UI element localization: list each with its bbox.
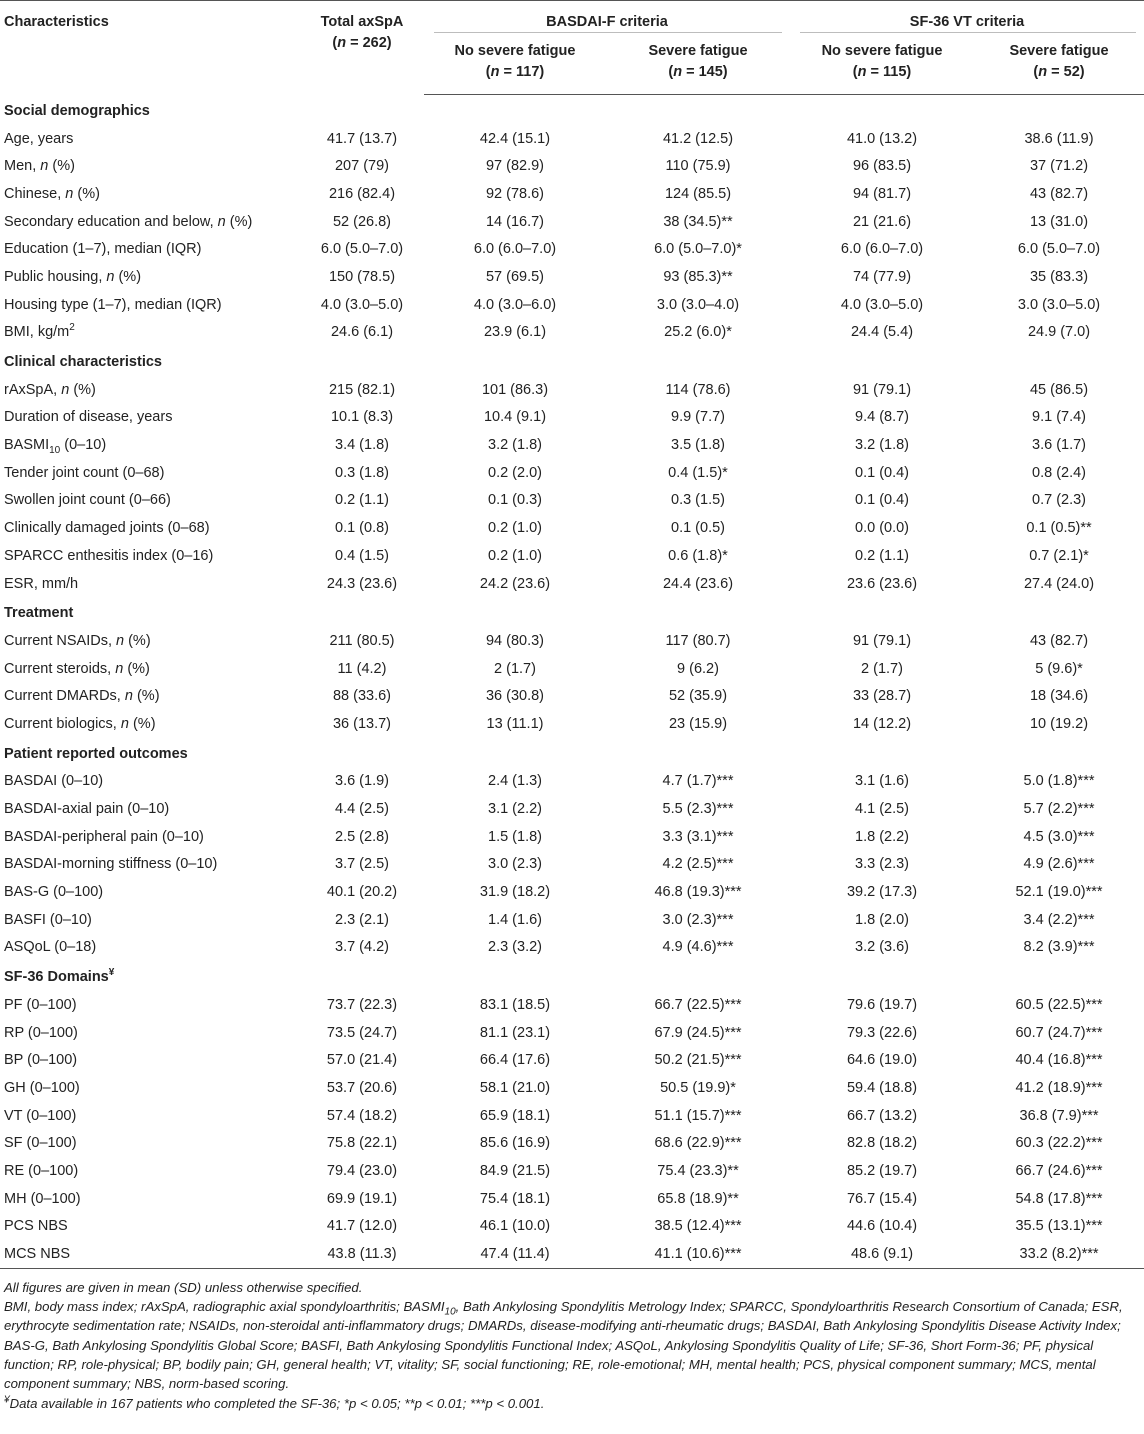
section-title: SF-36 Domains¥	[4, 967, 115, 986]
cell-value: 3.2 (1.8)	[855, 437, 910, 454]
cell-value: 76.7 (15.4)	[846, 1190, 918, 1207]
cell-value: 1.8 (2.2)	[855, 828, 910, 845]
cell-value: 33 (28.7)	[852, 688, 912, 705]
cell-value: 10 (19.2)	[1029, 715, 1089, 732]
header-characteristics: Characteristics	[4, 14, 109, 30]
row-label: Swollen joint count (0–66)	[4, 492, 171, 509]
cell-value: 0.0 (0.0)	[855, 520, 910, 537]
row-label: Education (1–7), median (IQR)	[4, 241, 202, 258]
cell-value: 0.2 (2.0)	[488, 464, 542, 481]
cell-value: 36.8 (7.9)***	[1019, 1107, 1099, 1124]
cell-value: 79.6 (19.7)	[846, 996, 918, 1013]
cell-value: 11 (4.2)	[337, 660, 387, 677]
cell-value: 33.2 (8.2)***	[974, 1240, 1144, 1268]
cell-value: 3.0 (2.3)	[488, 856, 542, 873]
table-row	[0, 376, 1144, 404]
cell-value: 4.7 (1.7)***	[662, 773, 734, 790]
cell-value: 2.5 (2.8)	[335, 828, 389, 845]
cell-value: 50.2 (21.5)***	[654, 1052, 742, 1069]
cell-value: 9.1 (7.4)	[1032, 409, 1087, 426]
cell-value: 75.4 (23.3)**	[657, 1162, 739, 1179]
cell-value: 38.5 (12.4)***	[654, 1218, 742, 1235]
row-label: Tender joint count (0–68)	[4, 464, 165, 481]
row-label: Current DMARDs, n (%)	[4, 688, 160, 705]
cell-value: 66.7 (24.6)***	[1015, 1162, 1103, 1179]
cell-value: 65.9 (18.1)	[479, 1107, 551, 1124]
table-row	[0, 542, 1144, 570]
cell-value: 0.2 (1.1)	[335, 492, 389, 509]
cell-value: 207 (79)	[334, 158, 389, 175]
cell-value: 150 (78.5)	[328, 268, 396, 285]
row-label: RE (0–100)	[4, 1162, 79, 1179]
cell-value: 3.2 (1.8)	[488, 437, 542, 454]
header-basdai-group: BASDAI-F criteria	[424, 1, 790, 38]
cell-value: 96 (83.5)	[852, 158, 912, 175]
table-row	[0, 1157, 1144, 1185]
cell-value: 215 (82.1)	[328, 381, 396, 398]
cell-value: 85.6 (16.9)	[479, 1135, 551, 1152]
row-label: Housing type (1–7), median (IQR)	[4, 296, 222, 313]
row-label: BASFI (0–10)	[4, 911, 92, 928]
cell-value: 25.2 (6.0)*	[664, 324, 732, 341]
cell-value: 3.6 (1.9)	[335, 773, 389, 790]
cell-value: 46.8 (19.3)***	[654, 884, 742, 901]
cell-value: 60.7 (24.7)***	[1015, 1024, 1103, 1041]
cell-value: 6.0 (6.0–7.0)	[840, 241, 924, 258]
row-label: PF (0–100)	[4, 996, 77, 1013]
cell-value: 0.3 (1.5)	[671, 492, 725, 509]
cell-value: 24.9 (7.0)	[1027, 324, 1091, 341]
cell-value: 0.3 (1.8)	[335, 464, 389, 481]
cell-value: 3.7 (2.5)	[335, 856, 389, 873]
cell-value: 4.4 (2.5)	[335, 801, 389, 818]
cell-value: 40.1 (20.2)	[326, 884, 398, 901]
cell-value: 6.0 (5.0–7.0)	[1017, 241, 1101, 258]
cell-value: 66.4 (17.6)	[479, 1052, 551, 1069]
row-label: rAxSpA, n (%)	[4, 381, 96, 398]
cell-value: 67.9 (24.5)***	[654, 1024, 742, 1041]
row-label: SPARCC enthesitis index (0–16)	[4, 547, 214, 564]
table-row	[0, 682, 1144, 710]
cell-value: 13 (31.0)	[1029, 213, 1089, 230]
cell-value: 41.2 (18.9)***	[1015, 1079, 1103, 1096]
row-label: RP (0–100)	[4, 1024, 78, 1041]
table-row	[0, 404, 1144, 432]
cell-value: 43 (82.7)	[1029, 185, 1089, 202]
cell-value: 2 (1.7)	[494, 660, 536, 677]
cell-value: 13 (11.1)	[486, 715, 544, 732]
cell-value: 41.2 (12.5)	[662, 130, 734, 147]
table-row	[0, 459, 1144, 487]
table-row	[0, 627, 1144, 655]
table-row	[0, 1019, 1144, 1047]
cell-value: 52 (26.8)	[332, 213, 392, 230]
header-sf36-no-severe: No severe fatigue (n = 115)	[790, 37, 974, 95]
cell-value: 1.5 (1.8)	[488, 828, 542, 845]
cell-value: 5 (9.6)*	[1035, 660, 1083, 677]
cell-value: 0.1 (0.4)	[855, 464, 910, 481]
cell-value: 41.7 (13.7)	[326, 130, 398, 147]
table-row	[0, 570, 1144, 598]
cell-value: 10.1 (8.3)	[330, 409, 394, 426]
table-row	[0, 514, 1144, 542]
cell-value: 4.0 (3.0–5.0)	[840, 296, 924, 313]
cell-value: 0.1 (0.4)	[855, 492, 910, 509]
cell-value: 5.5 (2.3)***	[662, 801, 734, 818]
cell-value: 73.7 (22.3)	[326, 996, 398, 1013]
cell-value: 52 (35.9)	[668, 688, 728, 705]
cell-value: 68.6 (22.9)***	[654, 1135, 742, 1152]
cell-value: 92 (78.6)	[485, 185, 545, 202]
cell-value: 1.8 (2.0)	[855, 911, 910, 928]
cell-value: 0.6 (1.8)*	[668, 547, 728, 564]
section-header-row	[0, 95, 1144, 125]
cell-value: 9.9 (7.7)	[671, 409, 725, 426]
cell-value: 53.7 (20.6)	[326, 1079, 398, 1096]
table-row	[0, 180, 1144, 208]
cell-value: 23.6 (23.6)	[846, 575, 918, 592]
cell-value: 93 (85.3)**	[663, 268, 733, 285]
table-row	[0, 487, 1144, 515]
cell-value: 4.1 (2.5)	[855, 801, 910, 818]
cell-value: 40.4 (16.8)***	[1015, 1052, 1103, 1069]
cell-value: 4.0 (3.0–5.0)	[320, 296, 404, 313]
cell-value: 3.7 (4.2)	[335, 939, 389, 956]
table-body	[0, 95, 1144, 1269]
cell-value: 65.8 (18.9)**	[657, 1190, 739, 1207]
table-row	[0, 1240, 1144, 1268]
row-label: BASDAI (0–10)	[4, 773, 104, 790]
row-label: Chinese, n (%)	[4, 185, 100, 202]
cell-value: 24.4 (23.6)	[662, 575, 734, 592]
cell-value: 3.1 (2.2)	[488, 801, 542, 818]
cell-value: 85.2 (19.7)	[846, 1162, 918, 1179]
cell-value: 37 (71.2)	[1029, 158, 1089, 175]
cell-value: 43 (82.7)	[1029, 632, 1089, 649]
cell-value: 3.1 (1.6)	[855, 773, 910, 790]
row-label: Secondary education and below, n (%)	[4, 213, 253, 230]
row-label: MH (0–100)	[4, 1190, 81, 1207]
cell-value: 124 (85.5)	[664, 185, 732, 202]
cell-value: 38 (34.5)**	[663, 213, 733, 230]
cell-value: 60.5 (22.5)***	[1015, 996, 1103, 1013]
row-label: Duration of disease, years	[4, 409, 173, 426]
cell-value: 52.1 (19.0)***	[1015, 884, 1103, 901]
row-label: Men, n (%)	[4, 158, 75, 175]
row-label: Age, years	[4, 130, 74, 147]
cell-value: 83.1 (18.5)	[479, 996, 551, 1013]
row-label: MCS NBS	[0, 1240, 300, 1268]
cell-value: 114 (78.6)	[665, 381, 731, 398]
cell-value: 0.2 (1.1)	[855, 547, 910, 564]
cell-value: 6.0 (5.0–7.0)*	[654, 241, 742, 258]
cell-value: 50.5 (19.9)*	[660, 1079, 736, 1096]
cell-value: 0.4 (1.5)	[335, 547, 389, 564]
section-title: Patient reported outcomes	[4, 745, 188, 762]
cell-value: 41.1 (10.6)***	[606, 1240, 790, 1268]
footnote-abbreviations: BMI, body mass index; rAxSpA, radiographic axial spondyloarthritis; $BASMI_{10}$, Bath Ankylosing Spondylitis Metrology Index; SPARCC, Spondyloarthritis Research Consortium of Canada; ESR, erythrocyte sedimentation rate; NSAIDs, non-steroidal anti-inflammatory drugs; DMARDs, disease-modifying anti-rheumatic drugs; BASDAI, Bath Ankylosing Spondylitis Disease Activity Index; BAS-G, Bath Ankylosing Spondylitis Global Score; BASFI, Bath Ankylosing Spondylitis Functional Index; ASQoL, Ankylosing Spondylitis Quality of Life; SF-36, Short Form-36; PF, physical function; RP, role-physical; BP, bodily pain; GH, general health; VT, vitality; SF, social functioning; RE, role-emotional; MH, mental health; PCS, physical component summary; MCS, mental component summary; NBS, norm-based scoring.	[4, 1299, 1123, 1392]
row-label: Current biologics, n (%)	[4, 715, 156, 732]
row-label: ASQoL (0–18)	[4, 939, 97, 956]
section-title: Social demographics	[4, 102, 150, 119]
cell-value: 3.0 (3.0–4.0)	[656, 296, 740, 313]
row-label: BAS-G (0–100)	[4, 884, 104, 901]
table-row	[0, 291, 1144, 319]
cell-value: 0.8 (2.4)	[1032, 464, 1087, 481]
table-row	[0, 208, 1144, 236]
cell-value: 58.1 (21.0)	[479, 1079, 551, 1096]
row-label: BMI, $kg/m^2$	[4, 322, 75, 341]
table-row	[0, 655, 1144, 683]
header-sf36-group: SF-36 VT criteria	[790, 1, 1144, 38]
header-basdai-severe: Severe fatigue (n = 145)	[606, 37, 790, 95]
table-row	[0, 768, 1144, 796]
cell-value: 5.7 (2.2)***	[1023, 801, 1095, 818]
cell-value: 3.0 (3.0–5.0)	[1017, 296, 1101, 313]
cell-value: 24.3 (23.6)	[326, 575, 398, 592]
row-label: Current NSAIDs, n (%)	[4, 632, 151, 649]
cell-value: 18 (34.6)	[1029, 688, 1089, 705]
cell-value: 3.3 (3.1)***	[662, 828, 734, 845]
cell-value: 41.7 (12.0)	[326, 1218, 398, 1235]
cell-value: 6.0 (6.0–7.0)	[473, 241, 557, 258]
cell-value: 36 (30.8)	[485, 688, 545, 705]
cell-value: 3.0 (2.3)***	[662, 911, 734, 928]
cell-value: 35.5 (13.1)***	[1015, 1218, 1103, 1235]
cell-value: 4.2 (2.5)***	[662, 856, 734, 873]
cell-value: 57.0 (21.4)	[326, 1052, 398, 1069]
table-row	[0, 906, 1144, 934]
row-label: VT (0–100)	[4, 1107, 77, 1124]
cell-value: 8.2 (3.9)***	[1023, 939, 1095, 956]
cell-value: 36 (13.7)	[332, 715, 392, 732]
table-row	[0, 710, 1144, 738]
cell-value: 5.0 (1.8)***	[1023, 773, 1095, 790]
cell-value: 79.4 (23.0)	[326, 1162, 398, 1179]
cell-value: 79.3 (22.6)	[846, 1024, 918, 1041]
table-row	[0, 1046, 1144, 1074]
cell-value: 91 (79.1)	[852, 381, 912, 398]
section-title: Treatment	[4, 605, 74, 622]
table-row	[0, 1102, 1144, 1130]
table-header	[0, 1, 1144, 95]
cell-value: 14 (12.2)	[852, 715, 912, 732]
cell-value: 110 (75.9)	[665, 158, 731, 175]
row-label: BASDAI-peripheral pain (0–10)	[4, 828, 204, 845]
cell-value: 73.5 (24.7)	[326, 1024, 398, 1041]
cell-value: 23.9 (6.1)	[483, 324, 547, 341]
cell-value: 4.0 (3.0–6.0)	[473, 296, 557, 313]
table-row	[0, 431, 1144, 459]
table-row	[0, 934, 1144, 962]
cell-value: 46.1 (10.0)	[479, 1218, 551, 1235]
cell-value: 57.4 (18.2)	[326, 1107, 398, 1124]
cell-value: 91 (79.1)	[852, 632, 912, 649]
cell-value: 66.7 (22.5)***	[654, 996, 742, 1013]
table-row	[0, 991, 1144, 1019]
table-row	[0, 1213, 1144, 1241]
cell-value: 2.3 (3.2)	[488, 939, 542, 956]
cell-value: 1.4 (1.6)	[488, 911, 542, 928]
header-sf36-severe: Severe fatigue (n = 52)	[974, 37, 1144, 95]
section-header-row	[0, 961, 1144, 991]
table-row	[0, 263, 1144, 291]
row-label: PCS NBS	[4, 1218, 68, 1235]
cell-value: 31.9 (18.2)	[479, 884, 551, 901]
table-row	[0, 235, 1144, 263]
cell-value: 82.8 (18.2)	[846, 1135, 918, 1152]
cell-value: 0.7 (2.1)*	[1029, 547, 1089, 564]
row-label: Public housing, n (%)	[4, 268, 142, 285]
cell-value: 38.6 (11.9)	[1024, 130, 1094, 147]
cell-value: 24.4 (5.4)	[850, 324, 914, 341]
cell-value: 59.4 (18.8)	[846, 1079, 918, 1096]
header-total-n: (n = 262)	[332, 35, 392, 51]
cell-value: 0.1 (0.5)**	[1026, 520, 1092, 537]
table-row	[0, 1074, 1144, 1102]
row-label: BASDAI-axial pain (0–10)	[4, 801, 170, 818]
cell-value: 97 (82.9)	[485, 158, 545, 175]
cell-value: 43.8 (11.3)	[300, 1240, 424, 1268]
cell-value: 81.1 (23.1)	[479, 1024, 551, 1041]
cell-value: 4.5 (3.0)***	[1023, 828, 1095, 845]
cell-value: 3.2 (3.6)	[855, 939, 910, 956]
row-label: GH (0–100)	[4, 1079, 80, 1096]
section-header-row	[0, 738, 1144, 768]
cell-value: 9.4 (8.7)	[855, 409, 910, 426]
header-total	[300, 1, 424, 95]
cell-value: 64.6 (19.0)	[846, 1052, 918, 1069]
table-row	[0, 823, 1144, 851]
cell-value: 54.8 (17.8)***	[1015, 1190, 1103, 1207]
row-label: BP (0–100)	[4, 1052, 78, 1069]
cell-value: 41.0 (13.2)	[846, 130, 918, 147]
header-total-label: Total axSpA	[320, 14, 404, 30]
table-footnotes	[0, 1269, 1144, 1413]
cell-value: 75.8 (22.1)	[326, 1135, 398, 1152]
cell-value: 21 (21.6)	[852, 213, 912, 230]
cell-value: 3.6 (1.7)	[1032, 437, 1087, 454]
cell-value: 45 (86.5)	[1029, 381, 1089, 398]
cell-value: 101 (86.3)	[481, 381, 549, 398]
cell-value: 51.1 (15.7)***	[654, 1107, 742, 1124]
row-label: $BASMI_{10}$ (0–10)	[4, 437, 107, 456]
cell-value: 66.7 (13.2)	[846, 1107, 918, 1124]
cell-value: 39.2 (17.3)	[846, 884, 918, 901]
cell-value: 0.2 (1.0)	[488, 547, 542, 564]
cell-value: 4.9 (4.6)***	[662, 939, 734, 956]
cell-value: 3.3 (2.3)	[855, 856, 910, 873]
cell-value: 3.4 (1.8)	[335, 437, 389, 454]
cell-value: 10.4 (9.1)	[483, 409, 547, 426]
table-row	[0, 851, 1144, 879]
section-title: Clinical characteristics	[4, 354, 162, 371]
cell-value: 4.9 (2.6)***	[1023, 856, 1095, 873]
cell-value: 60.3 (22.2)***	[1015, 1135, 1103, 1152]
cell-value: 74 (77.9)	[852, 268, 912, 285]
cell-value: 75.4 (18.1)	[479, 1190, 551, 1207]
cell-value: 69.9 (19.1)	[326, 1190, 398, 1207]
header-basdai-no-severe: No severe fatigue (n = 117)	[424, 37, 606, 95]
cell-value: 3.5 (1.8)	[671, 437, 725, 454]
cell-value: 0.1 (0.5)	[671, 520, 725, 537]
cell-value: 0.2 (1.0)	[488, 520, 542, 537]
cell-value: 2 (1.7)	[861, 660, 903, 677]
table-row	[0, 878, 1144, 906]
cell-value: 0.4 (1.5)*	[668, 464, 728, 481]
cell-value: 27.4 (24.0)	[1023, 575, 1095, 592]
cell-value: 117 (80.7)	[665, 632, 731, 649]
section-header-row	[0, 346, 1144, 376]
row-label: BASDAI-morning stiffness (0–10)	[4, 856, 218, 873]
cell-value: 23 (15.9)	[668, 715, 728, 732]
table-row	[0, 152, 1144, 180]
row-label: SF (0–100)	[4, 1135, 77, 1152]
row-label: ESR, mm/h	[4, 575, 79, 592]
cell-value: 24.6 (6.1)	[330, 324, 394, 341]
cell-value: 84.9 (21.5)	[479, 1162, 551, 1179]
row-label: Current steroids, n (%)	[4, 660, 150, 677]
cell-value: 94 (80.3)	[485, 632, 545, 649]
footnote-mean-sd: All figures are given in mean (SD) unless otherwise specified.	[4, 1279, 363, 1295]
cell-value: 47.4 (11.4)	[424, 1240, 606, 1268]
row-label: Clinically damaged joints (0–68)	[4, 520, 210, 537]
cell-value: 14 (16.7)	[485, 213, 545, 230]
cell-value: 44.6 (10.4)	[846, 1218, 918, 1235]
cell-value: 88 (33.6)	[332, 688, 392, 705]
table-row	[0, 319, 1144, 347]
cell-value: 42.4 (15.1)	[479, 130, 551, 147]
section-header-row	[0, 597, 1144, 627]
cell-value: 57 (69.5)	[485, 268, 545, 285]
cell-value: 94 (81.7)	[852, 185, 912, 202]
table-row	[0, 125, 1144, 153]
cell-value: 216 (82.4)	[328, 185, 396, 202]
cell-value: 9 (6.2)	[677, 660, 719, 677]
table-row	[0, 795, 1144, 823]
cell-value: 211 (80.5)	[329, 632, 395, 649]
table-row	[0, 1185, 1144, 1213]
cell-value: 24.2 (23.6)	[479, 575, 551, 592]
cell-value: 0.7 (2.3)	[1032, 492, 1087, 509]
cell-value: 6.0 (5.0–7.0)	[320, 241, 404, 258]
cell-value: 2.4 (1.3)	[488, 773, 542, 790]
table-row	[0, 1129, 1144, 1157]
footnote-significance: ¥Data available in 167 patients who completed the SF-36; *p < 0.05; **p < 0.01; ***p < 0.001.	[4, 1394, 545, 1411]
cell-value: 48.6 (9.1)	[790, 1240, 974, 1268]
cell-value: 0.1 (0.3)	[488, 492, 542, 509]
cell-value: 0.1 (0.8)	[335, 520, 389, 537]
cell-value: 3.4 (2.2)***	[1023, 911, 1095, 928]
cell-value: 35 (83.3)	[1029, 268, 1089, 285]
cell-value: 2.3 (2.1)	[335, 911, 389, 928]
